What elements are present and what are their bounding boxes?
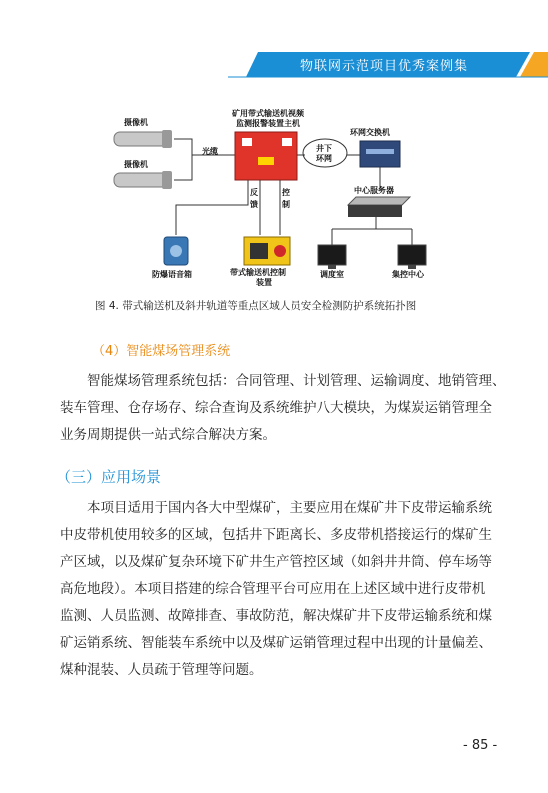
header-title: 物联网示范项目优秀案例集 — [300, 59, 469, 74]
label-host-1: 矿用带式输送机视频 — [232, 109, 304, 118]
label-controller-2: 装置 — [256, 278, 272, 287]
paragraph-line: 智能煤场管理系统包括：合同管理、计划管理、运输调度、地销管理、 — [87, 373, 506, 389]
label-host-2: 监测报警装置主机 — [236, 119, 300, 128]
label-control-2: 制 — [282, 200, 290, 209]
label-feedback-1: 反 — [250, 188, 258, 197]
camera-icon — [114, 171, 172, 189]
ring-switch-icon — [360, 141, 400, 167]
label-ring-switch: 环网交换机 — [350, 128, 390, 137]
label-centralized: 集控中心 — [392, 270, 424, 279]
label-controller-1: 带式输送机控制 — [230, 268, 286, 277]
speaker-icon — [164, 237, 188, 265]
label-camera-1: 摄像机 — [124, 118, 148, 127]
paragraph-line: 装车管理、仓存场存、综合查询及系统维护八大模块，为煤炭运销管理全 — [60, 400, 492, 416]
paragraph-application-scenarios — [60, 495, 500, 684]
paragraph-line: 高危地段）。本项目搭建的综合管理平台可应用在上述区域中进行皮带机 — [60, 581, 486, 597]
server-icon — [348, 197, 410, 217]
label-fiber: 光缆 — [202, 147, 218, 156]
monitor-icon — [318, 245, 346, 269]
camera-icon — [114, 130, 172, 148]
paragraph-line: 业务周期提供一站式综合解决方案。 — [60, 427, 276, 443]
topology-lines — [100, 105, 460, 290]
monitor-icon — [398, 245, 426, 269]
paragraph-line: 产区域，以及煤矿复杂环境下矿井生产管控区域（如斜井井筒、停车场等 — [60, 554, 492, 570]
section-title: （三）应用场景 — [56, 468, 162, 486]
host-device-icon — [235, 132, 297, 180]
label-server: 中心服务器 — [354, 186, 394, 195]
controller-icon — [244, 237, 290, 265]
label-dispatch: 调度室 — [320, 270, 344, 279]
label-control-1: 控 — [282, 188, 290, 197]
paragraph-line: 本项目适用于国内各大中型煤矿，主要应用在煤矿井下皮带运输系统 — [87, 500, 492, 516]
subsection-title: （4）智能煤场管理系统 — [92, 344, 231, 359]
paragraph-line: 中皮带机使用较多的区域，包括井下距离长、多皮带机搭接运行的煤矿生 — [60, 527, 492, 543]
label-feedback-2: 馈 — [250, 200, 258, 209]
label-speaker: 防爆语音箱 — [152, 270, 192, 279]
label-underground-1: 井下 — [316, 144, 332, 153]
paragraph-line: 煤种混装、人员疏于管理等问题。 — [60, 662, 263, 678]
page-number: - 85 - — [463, 738, 498, 753]
topology-diagram — [100, 105, 460, 290]
paragraph-line: 监测、人员监测、故障排查、事故防范，解决煤矿井下皮带运输系统和煤 — [60, 608, 492, 624]
paragraph-smart-coal-yard — [60, 368, 506, 449]
paragraph-line: 矿运销系统、智能装车系统中以及煤矿运销管理过程中出现的计量偏差、 — [60, 635, 492, 651]
label-underground-2: 环网 — [316, 154, 332, 163]
figure-caption: 图 4. 带式输送机及斜井轨道等重点区域人员安全检测防护系统拓扑图 — [95, 300, 417, 312]
label-camera-2: 摄像机 — [124, 160, 148, 169]
